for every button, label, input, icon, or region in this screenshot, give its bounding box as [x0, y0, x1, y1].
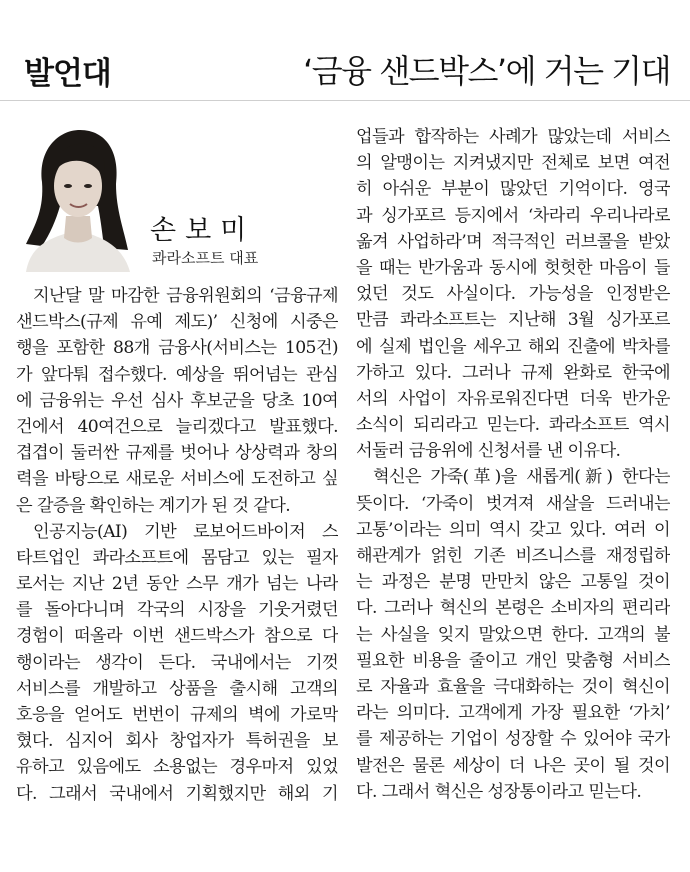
body-line: 샌드박스(규제 유예 제도)’ 신청에 시중은 — [16, 312, 338, 333]
body-line: 다. 그래서 혁신은 성장통이라고 믿는다. — [356, 781, 642, 802]
author-portrait-illustration — [20, 120, 132, 272]
body-line: 를 제공하는 기업이 성장할 수 있어야 국가 — [356, 729, 670, 750]
body-line: 지난달 말 마감한 금융위원회의 ‘금융규제 — [33, 286, 338, 306]
body-line: 서비스를 개발하고 상품을 출시해 고객의 — [16, 678, 338, 699]
body-line: 해관계가 얽힌 기존 비즈니스를 재정립하 — [356, 546, 670, 566]
body-line: 뜻이다. ‘가죽이 벗겨져 새살을 드러내는 — [356, 493, 670, 514]
article-header — [0, 0, 690, 101]
body-line: 라는 의미다. 고객에게 가장 필요한 ‘가치’ — [356, 703, 670, 724]
body-line: 고통’이라는 의미 역시 갖고 있다. 여러 이 — [356, 519, 670, 540]
column-name: 발언대 — [24, 56, 111, 92]
body-line: 서의 사업이 자유로워진다면 더욱 반가운 — [356, 388, 670, 409]
headline: ‘금융 샌드박스’에 거는 기대 — [303, 52, 670, 90]
body-line: 행이라는 생각이 든다. 국내에서는 기껏 — [16, 652, 338, 673]
body-line: 혁신은 가죽(革)을 새롭게(新) 한다는 — [373, 467, 670, 488]
body-line: 업들과 합작하는 사례가 많았는데 서비스 — [356, 127, 670, 147]
body-line: 행을 포함한 88개 금융사(서비스는 105건) — [16, 338, 338, 359]
body-line: 소식이 되리라고 믿는다. 콰라소프트 역시 — [356, 415, 670, 436]
author-photo — [20, 120, 132, 272]
author-title: 콰라소프트 대표 — [152, 249, 259, 267]
body-line: 겹겹이 둘러싼 규제를 벗어나 상상력과 창의 — [16, 443, 338, 464]
body-line: 호응을 얻어도 번번이 규제의 벽에 가로막 — [16, 705, 338, 725]
body-line: 었던 것도 사실이다. 가능성을 인정받은 — [356, 284, 670, 305]
body-line: 가하고 있다. 그러나 규제 완화로 한국에 — [356, 362, 670, 383]
body-line: 타트업인 콰라소프트에 몸담고 있는 필자 — [16, 547, 338, 568]
body-line: 의 알맹이는 지켜냈지만 전체로 보면 여전 — [356, 153, 670, 174]
body-line: 로 자율과 효율을 극대화하는 것이 혁신이 — [356, 676, 670, 697]
body-line: 는 사실을 잊지 말았으면 한다. 고객의 불 — [356, 624, 670, 645]
body-line: 다. 그러나 혁신의 본령은 소비자의 편리라 — [356, 598, 670, 619]
article-body-right-column — [356, 124, 670, 805]
body-line: 를 돌아다니며 각국의 시장을 기웃거렸던 — [16, 600, 338, 621]
body-line: 인공지능(AI) 기반 로보어드바이저 스 — [33, 521, 338, 542]
body-line: 은 갈증을 확인하는 계기가 된 것 같다. — [16, 495, 291, 516]
body-line: 옮겨 사업하라’며 적극적인 러브콜을 받았 — [356, 231, 670, 252]
body-line: 건에서 40여건으로 늘리겠다고 발표했다. — [16, 416, 338, 437]
author-name: 손보미 — [150, 215, 256, 246]
body-line: 력을 바탕으로 새로운 서비스에 도전하고 싶 — [16, 469, 338, 490]
body-line: 에 실제 법인을 세우고 해외 진출에 박차를 — [356, 336, 670, 357]
body-line: 서둘러 금융위에 신청서를 낸 이유다. — [356, 441, 621, 462]
body-line: 는 과정은 분명 만만치 않은 고통일 것이 — [356, 572, 670, 593]
body-line: 경험이 떠올라 이번 샌드박스가 참으로 다 — [16, 626, 338, 647]
body-line: 로서는 지난 2년 동안 스무 개가 넘는 나라 — [16, 574, 338, 595]
body-line: 발전은 물론 세상이 더 나은 곳이 될 것이 — [356, 755, 670, 776]
body-line: 을 때는 반가움과 동시에 헛헛한 마음이 들 — [356, 257, 670, 278]
body-line: 에 금융위는 우선 심사 후보군을 당초 10여 — [16, 390, 338, 411]
body-line: 히 아쉬운 부분이 많았던 기억이다. 영국 — [356, 179, 670, 200]
body-line: 다. 그래서 국내에서 기획했지만 해외 기 — [16, 783, 338, 804]
body-line: 만큼 콰라소프트는 지난해 3월 싱가포르 — [356, 310, 670, 331]
article-body-left-column — [16, 283, 338, 807]
body-line: 필요한 비용을 줄이고 개인 맞춤형 서비스 — [356, 650, 670, 671]
body-line: 과 싱가포르 등지에서 ‘차라리 우리나라로 — [356, 205, 670, 226]
body-line: 혔다. 심지어 회사 창업자가 특허권을 보 — [16, 731, 338, 752]
body-line: 유하고 있음에도 소용없는 경우마저 있었 — [16, 757, 338, 778]
body-line: 가 앞다퉈 접수했다. 예상을 뛰어넘는 관심 — [16, 364, 338, 385]
